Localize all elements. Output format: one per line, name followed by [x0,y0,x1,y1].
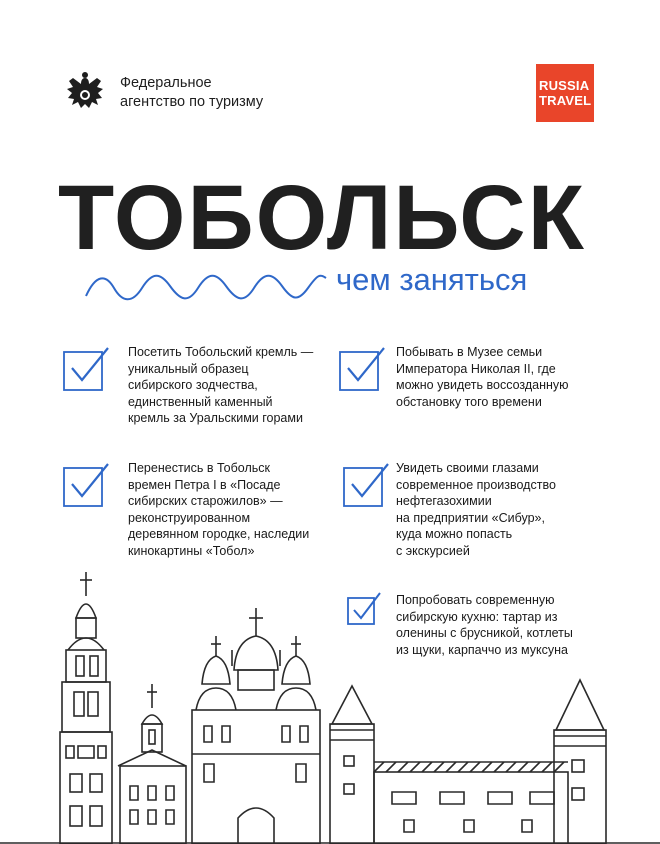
item-text-line: Побывать в Музее семьи [396,345,543,359]
item-text-line: деревянном городке, наследии [128,527,310,541]
checkbox-icon [338,344,390,394]
kremlin-wall-icon [330,680,606,844]
item-text-line: Попробовать современную [396,593,555,607]
tobolsk-skyline-illustration [0,560,660,844]
agency-header [62,70,263,116]
item-text-line: с экскурсией [396,543,470,558]
logo-line2: TRAVEL [539,93,592,108]
checkbox-icon [62,460,114,510]
item-text-line: оленины с брусникой, котлеты [396,626,573,640]
item-text-line: кинокартины «Тобол» [128,543,255,558]
item-text-line: сибирского зодчества, [128,378,258,392]
item-text-line: единственный каменный [128,394,273,409]
item-text-line: времен Петра I в «Посаде [128,477,281,492]
item-text-line: сибирских старожилов» — [128,494,283,508]
activity-item-kremlin [128,344,313,427]
russia-travel-logo [536,64,594,122]
item-text-line: реконструированном [128,510,251,525]
item-text-line: куда можно попасть [396,527,513,541]
item-text-line: нефтегазохимии [396,494,492,508]
item-text-line: можно увидеть воссозданную [396,378,569,392]
activity-item-sibur [396,460,556,559]
activity-item-museum [396,344,569,410]
item-text-line: сибирскую кухню: тартар из [396,609,558,624]
small-church-icon [118,684,186,844]
item-text-line: уникальный образец [128,361,249,376]
double-headed-eagle-icon [62,70,108,116]
checkbox-icon [342,460,394,510]
wave-decoration [84,270,328,306]
logo-line1: RUSSIA [539,78,590,93]
page-subtitle: чем заняться [336,262,528,297]
item-text-line: кремль за Уральскими горами [128,411,303,425]
item-text-line: современное производство [396,477,556,492]
item-text-line: Императора Николая II, где [396,361,556,376]
item-text-line: Посетить Тобольский кремль — [128,345,314,359]
item-text-line: из щуки, карпаччо из муксуна [396,642,568,657]
item-text-line: Увидеть своими глазами [396,461,539,475]
agency-name-line2: агентство по туризму [120,94,264,110]
cathedral-icon [192,608,320,844]
item-text-line: на предприятии «Сибур», [396,510,545,525]
checkbox-icon [62,344,114,394]
page-title: ТОБОЛЬСК [58,167,586,269]
bell-tower-icon [60,572,112,844]
item-text-line: Перенестись в Тобольск [128,461,270,475]
activity-item-posad [128,460,309,559]
item-text-line: обстановку того времени [396,394,542,409]
agency-name-line1: Федеральное [120,75,212,91]
